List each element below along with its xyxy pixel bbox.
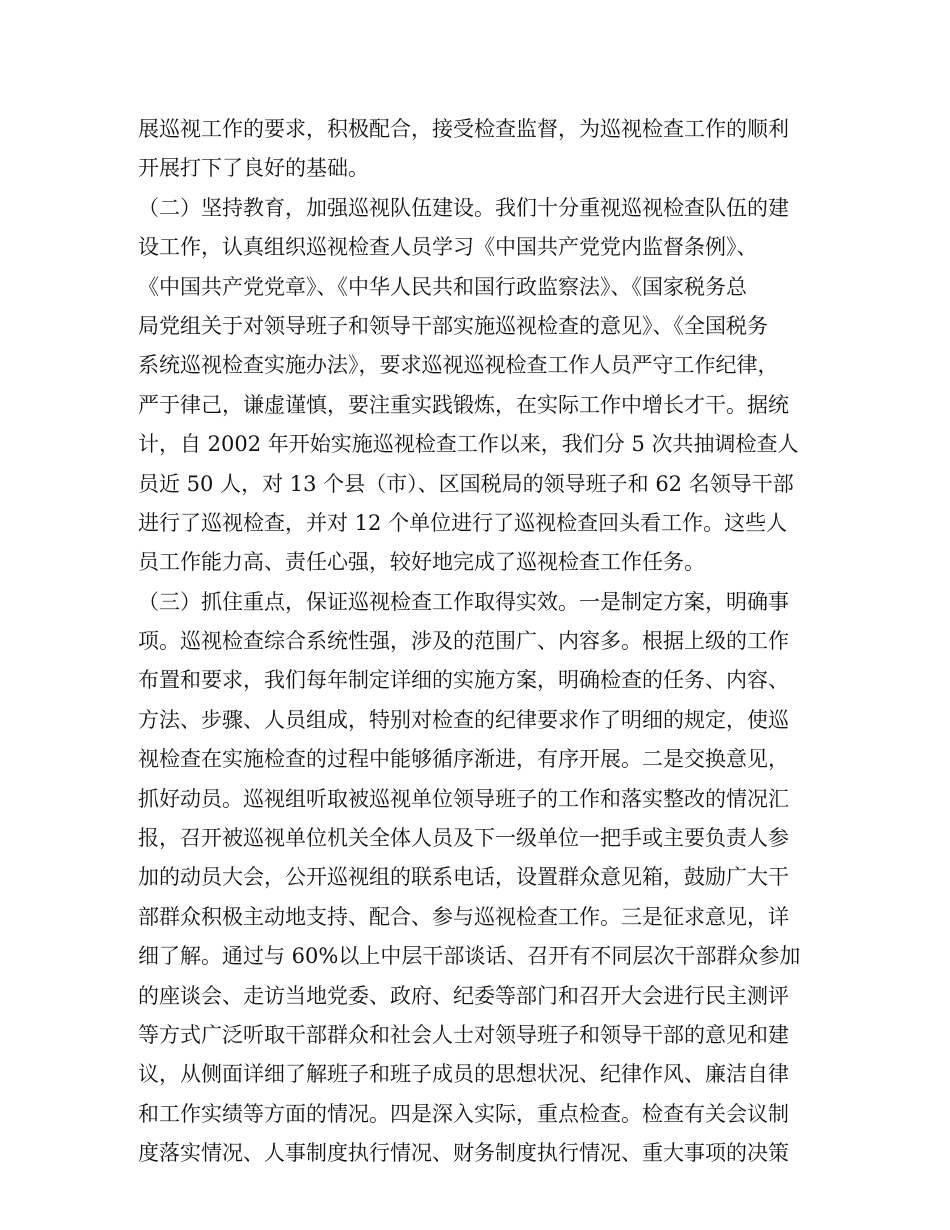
text-line: 《中国共产党党章》、《中华人民共和国行政监察法》、《国家税务总 <box>138 274 747 299</box>
text-line: 局党组关于对领导班子和领导干部实施巡视检查的意见》、《全国税务 <box>138 313 768 338</box>
text-line: 进行了巡视检查，并对 12 个单位进行了巡视检查回头看工作。这些人 <box>138 510 788 535</box>
text-line: 布置和要求，我们每年制定详细的实施方案，明确检查的任务、内容、 <box>138 668 789 693</box>
text-line: 加的动员大会，公开巡视组的联系电话，设置群众意见箱，鼓励广大干 <box>138 865 789 890</box>
text-line: 议，从侧面详细了解班子和班子成员的思想状况、纪律作风、廉洁自律 <box>138 1062 789 1087</box>
text-line: （三）抓住重点，保证巡视检查工作取得实效。一是制定方案，明确事 <box>138 589 789 614</box>
text-line: 等方式广泛听取干部群众和社会人士对领导班子和领导干部的意见和建 <box>138 1022 789 1047</box>
text-line: 细了解。通过与 60%以上中层干部谈话、召开有不同层次干部群众参加 <box>138 944 801 969</box>
text-line: 展巡视工作的要求，积极配合，接受检查监督，为巡视检查工作的顺利 <box>138 117 789 141</box>
text-line: 度落实情况、人事制度执行情况、财务制度执行情况、重大事项的决策 <box>138 1141 789 1166</box>
text-line: 方法、步骤、人员组成，特别对检查的纪律要求作了明细的规定，使巡 <box>138 707 789 732</box>
text-line: （二）坚持教育，加强巡视队伍建设。我们十分重视巡视检查队伍的建 <box>138 195 789 220</box>
text-line: 抓好动员。巡视组听取被巡视单位领导班子的工作和落实整改的情况汇 <box>138 786 789 811</box>
text-line: 系统巡视检查实施办法》，要求巡视巡视检查工作人员严守工作纪律， <box>138 353 779 378</box>
text-line: 设工作，认真组织巡视检查人员学习《中国共产党党内监督条例》、 <box>138 235 758 260</box>
text-line: 员工作能力高、责任心强，较好地完成了巡视检查工作任务。 <box>138 550 705 575</box>
text-line: 部群众积极主动地支持、配合、参与巡视检查工作。三是征求意见，详 <box>138 904 789 929</box>
text-line: 和工作实绩等方面的情况。四是深入实际，重点检查。检查有关会议制 <box>138 1101 789 1126</box>
text-line: 项。巡视检查综合系统性强，涉及的范围广、内容多。根据上级的工作 <box>138 629 789 654</box>
text-line: 计，自 2002 年开始实施巡视检查工作以来，我们分 5 次共抽调检查人 <box>138 432 799 457</box>
text-line: 严于律己，谦虚谨慎，要注重实践锻炼，在实际工作中增长才干。据统 <box>138 392 789 417</box>
body-text <box>138 110 838 1174</box>
text-line: 员近 50 人，对 13 个县（市）、区国税局的领导班子和 62 名领导干部 <box>138 471 794 496</box>
text-line: 开展打下了良好的基础。 <box>138 156 369 181</box>
text-line: 报，召开被巡视单位机关全体人员及下一级单位一把手或主要负责人参 <box>138 826 789 851</box>
text-line: 视检查在实施检查的过程中能够循序渐进，有序开展。二是交换意见， <box>138 747 789 772</box>
text-line: 的座谈会、走访当地党委、政府、纪委等部门和召开大会进行民主测评 <box>138 983 789 1008</box>
